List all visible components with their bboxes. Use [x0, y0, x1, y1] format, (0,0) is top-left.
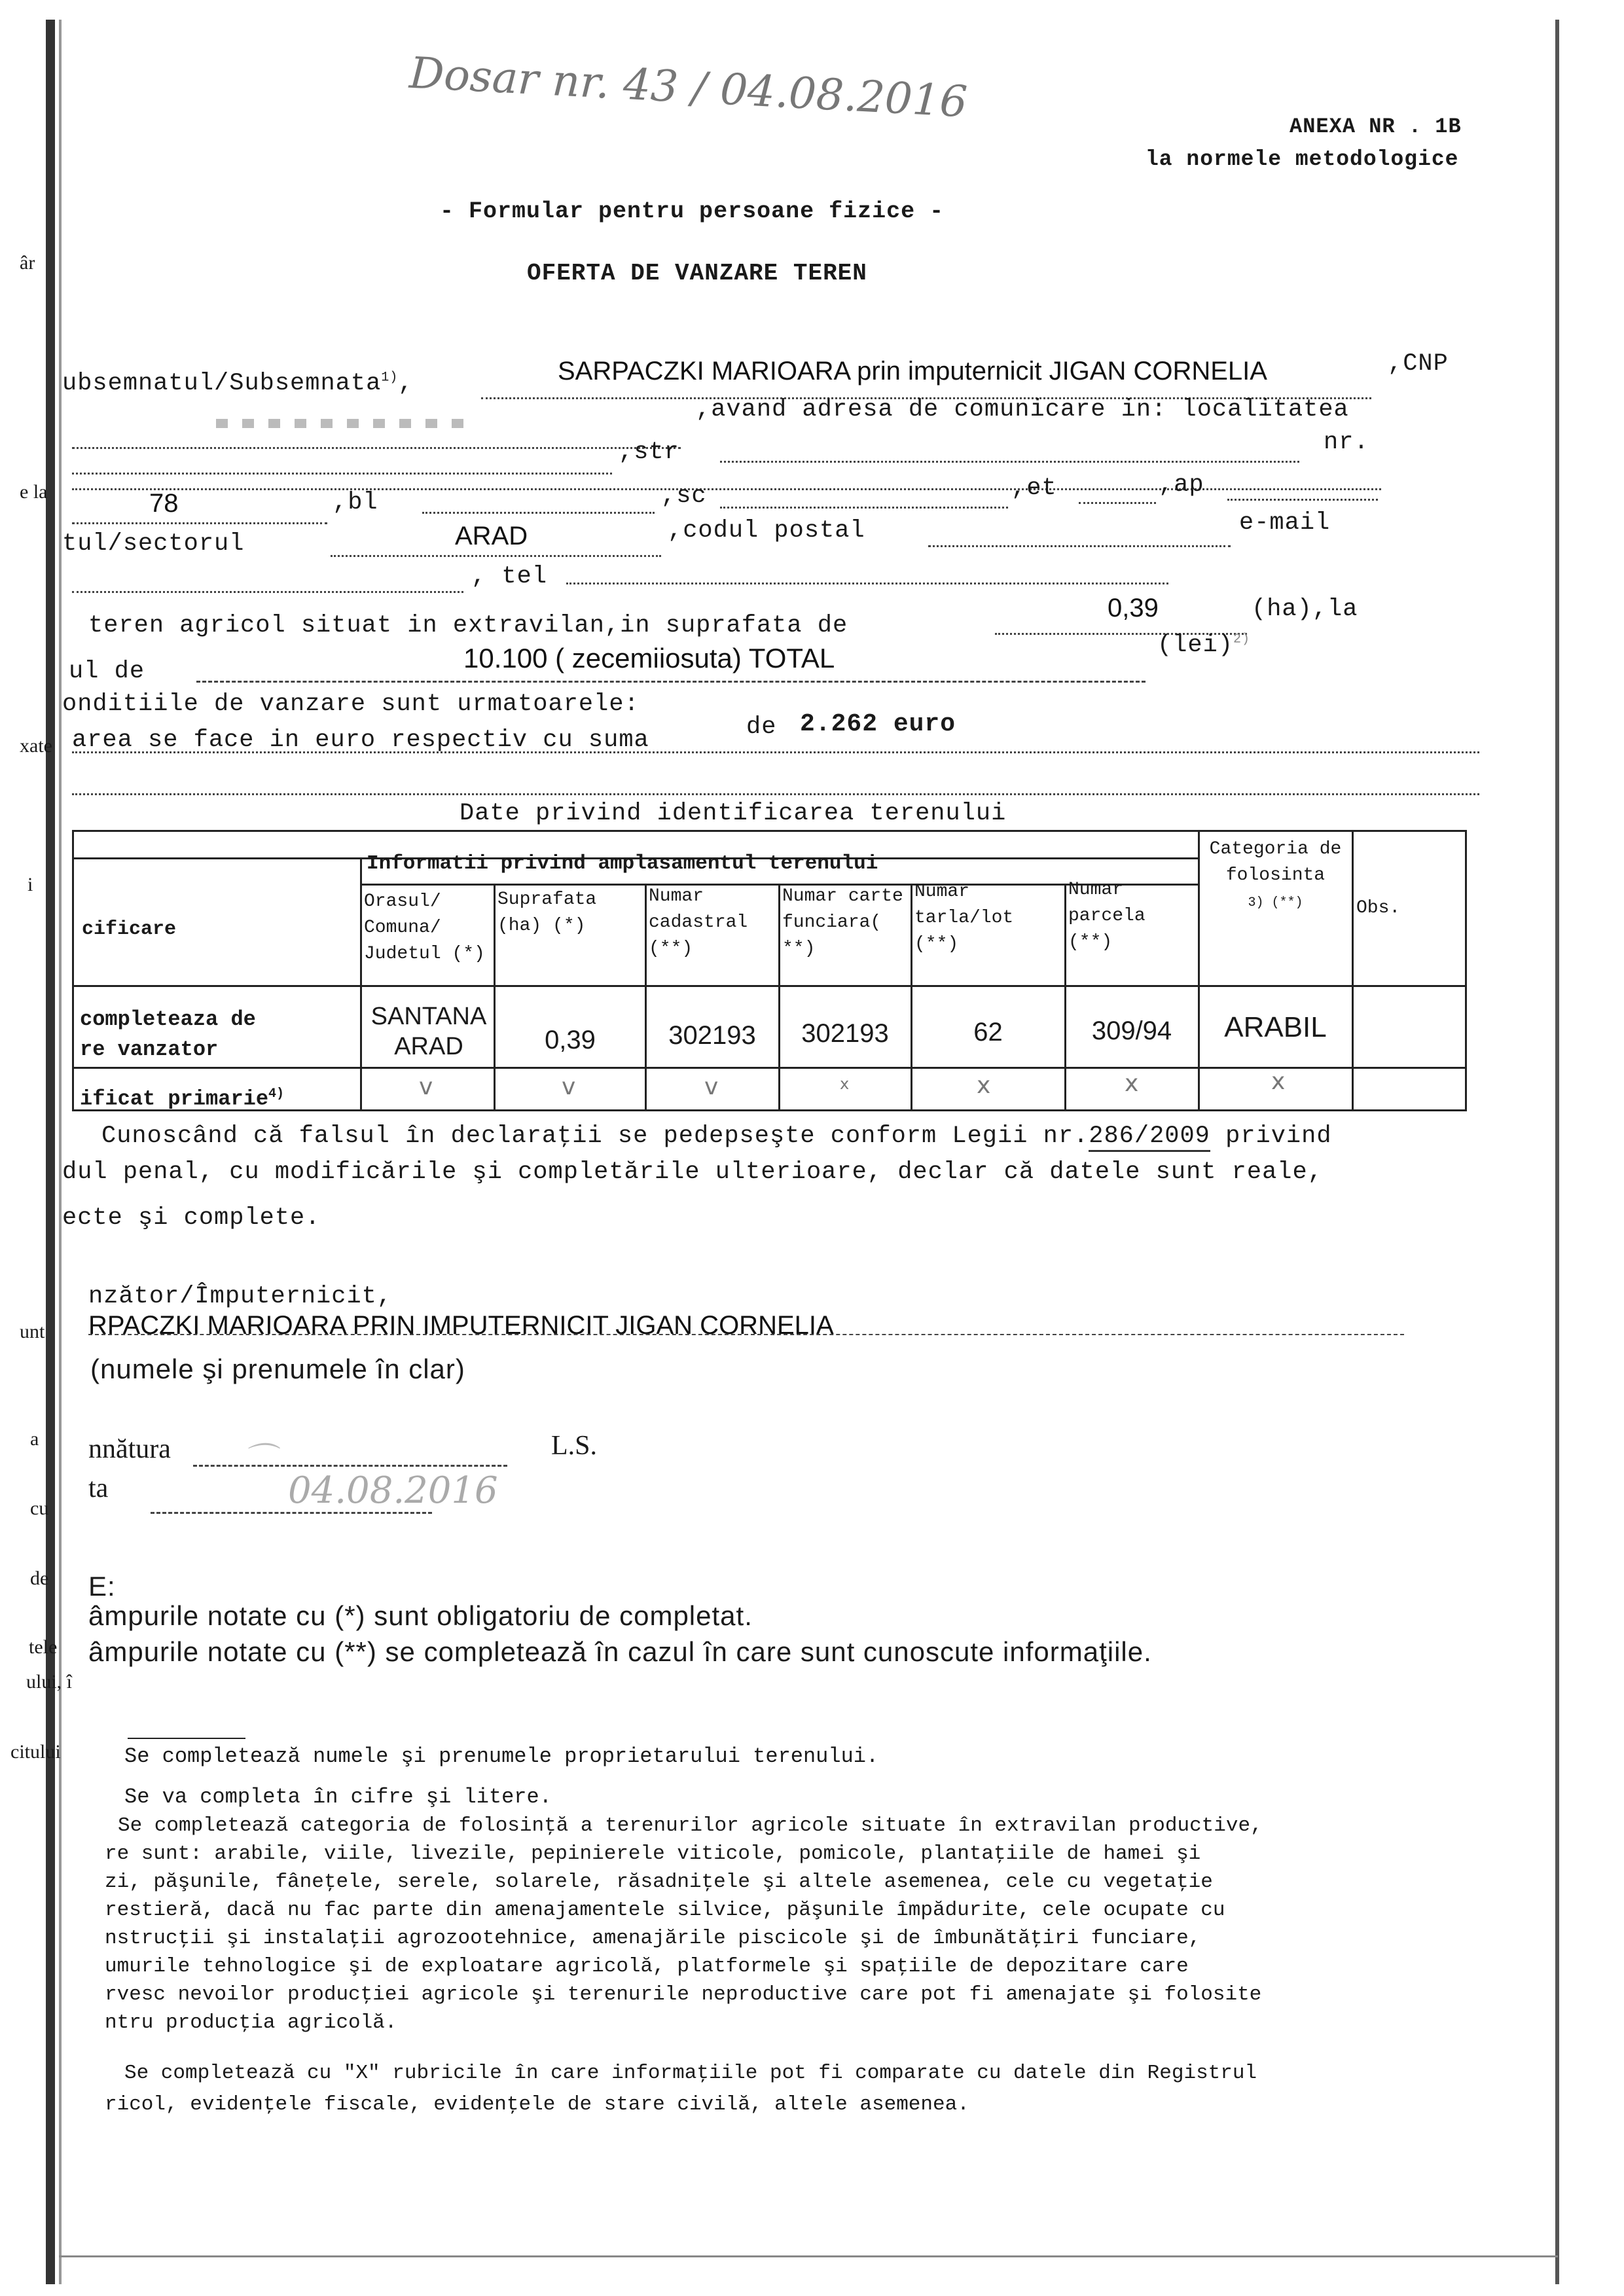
annex-title: ANEXA NR . 1B — [1290, 115, 1462, 139]
ls-label: L.S. — [551, 1431, 598, 1461]
col-line — [645, 884, 647, 1109]
signature-line — [193, 1465, 507, 1467]
seller-role-label: nzător/Împuternicit, — [88, 1283, 393, 1310]
col-header-land-book: Numar carte funciara( **) — [782, 886, 903, 959]
col-header-cadastral: Numar cadastral (**) — [649, 886, 748, 959]
footnote-3-line: zi, păşunile, fâneţele, serele, solarele, răsadniţele şi altele asemenea, cele cu vegetaţie — [105, 1871, 1213, 1893]
col-line — [1198, 831, 1200, 1109]
floor-label: ,et — [1011, 475, 1057, 502]
verify-mark: x — [1271, 1068, 1286, 1095]
annex-subtitle: la normele metodologice — [1146, 147, 1459, 171]
cell-cadastral: 302193 — [668, 1021, 756, 1050]
margin-fragment: tele — [29, 1636, 58, 1658]
col-line — [494, 884, 496, 1109]
col-line — [360, 857, 362, 1109]
date-line — [151, 1512, 432, 1514]
cnp-line — [72, 447, 681, 449]
handwritten-reference: Dosar nr. 43 / 04.08.2016 — [408, 47, 969, 128]
area-value: 0,39 — [1108, 594, 1159, 622]
margin-fragment: unt — [20, 1321, 45, 1342]
col-header-category: Categoria de folosinta 3) (**) — [1209, 839, 1342, 910]
postal-label: ,codul postal — [668, 517, 865, 545]
cell-land-book: 302193 — [801, 1019, 889, 1048]
col-line — [911, 884, 912, 1109]
margin-fragment: âr — [20, 252, 35, 274]
sector-label: tul/sectorul — [62, 530, 245, 558]
footnote-4-line: ricol, evidenţele fiscale, evidenţele de stare civilă, altele asemenea. — [105, 2093, 969, 2116]
scan-right-edge — [1555, 20, 1559, 2284]
scan-left-edge — [46, 20, 55, 2284]
number-label: nr. — [1324, 429, 1369, 456]
apartment-label: ,ap — [1159, 471, 1204, 499]
footnote-3-line: umurile tehnologice şi de exploatare agricolă, platformele şi spaţiile de depozitare care — [105, 1955, 1189, 1978]
cell-area: 0,39 — [545, 1026, 596, 1054]
price-label: ul de — [69, 658, 145, 685]
area-unit: (ha),la — [1252, 596, 1358, 623]
block-line — [422, 512, 655, 514]
footnote-1: Se completează numele şi prenumele proprietarului terenului. — [124, 1744, 879, 1768]
conditions-line-2 — [72, 793, 1479, 795]
col-line — [1352, 831, 1354, 1109]
footnote-3-line: ntru producţia agricolă. — [105, 2011, 397, 2034]
margin-fragment: a — [30, 1428, 39, 1450]
date-handwritten: 04.08.2016 — [288, 1469, 498, 1512]
notes-title: E: — [88, 1571, 116, 1602]
conditions-de: de — [746, 713, 777, 741]
verify-mark: x — [977, 1072, 991, 1099]
conditions-value: 2.262 euro — [800, 710, 956, 738]
col-line — [1064, 884, 1066, 1109]
col-header-tarla: Numar tarla/lot (**) — [914, 882, 1014, 954]
verify-mark: x — [840, 1075, 850, 1093]
verify-mark: v — [419, 1073, 433, 1100]
margin-fragment: i — [27, 874, 33, 895]
margin-fragment: de — [30, 1568, 49, 1589]
tel-line — [566, 583, 1168, 584]
scan-bottom-edge — [59, 2255, 1558, 2257]
col-header-obs: Obs. — [1356, 898, 1401, 918]
footnote-2: Se va completa în cifre şi litere. — [124, 1785, 552, 1809]
signature-scribble: ⌒ — [242, 1441, 275, 1479]
county-value: ARAD — [455, 522, 528, 550]
form-title: OFERTA DE VANZARE TEREN — [527, 260, 867, 287]
declaration-line-2: dul penal, cu modificările şi completările ulterioare, declar că datele sunt reale, — [62, 1158, 1323, 1186]
signature-label: nnătura — [88, 1434, 171, 1464]
verify-mark: v — [704, 1073, 719, 1100]
address-label: ,avand adresa de comunicare in: localitatea — [696, 396, 1349, 423]
area-label: teren agricol situat in extravilan,in suprafata de — [88, 612, 848, 639]
verify-mark: v — [562, 1073, 576, 1100]
row-verified-label: ificat primarie$^{4)}$ — [80, 1086, 285, 1111]
street-line — [720, 461, 1299, 463]
footnote-4-line: Se completează cu "X" rubricile în care informaţiile pot fi comparate cu datele din Registrul — [124, 2062, 1257, 2085]
block-label: ,bl — [333, 489, 378, 516]
tel-label: , tel — [471, 563, 548, 590]
owner-name: SARPACZKI MARIOARA prin imputernicit JIGAN CORNELIA — [558, 357, 1267, 386]
col-header-parcel: Numar parcela (**) — [1068, 880, 1146, 952]
margin-fragment: e la — [20, 481, 48, 503]
seller-name-line — [88, 1334, 1404, 1335]
footnote-3-line: Se completează categoria de folosinţă a terenurilor agricole situate în extravilan productive, — [118, 1814, 1263, 1837]
conditions-label: onditiile de vanzare sunt urmatoarele: — [62, 691, 640, 718]
county-line — [331, 555, 661, 557]
declaration-line-3: ecte şi complete. — [62, 1204, 321, 1232]
declaration-line-1: Cunoscând că falsul în declaraţii se pedepseşte conform Legii nr.286/2009 privind — [101, 1122, 1332, 1152]
floor-line — [1079, 502, 1156, 504]
col-header-area: Suprafata (ha) (*) — [497, 889, 597, 936]
cnp-redacted — [216, 419, 465, 428]
row-header-label: cificare — [82, 918, 177, 941]
footnote-separator — [128, 1738, 245, 1739]
cell-parcel: 309/94 — [1091, 1016, 1172, 1045]
margin-fragment: ului, î — [26, 1671, 73, 1693]
stair-label: ,sc — [661, 482, 707, 510]
email-line — [72, 591, 463, 593]
email-label: e-mail — [1239, 509, 1331, 537]
row-line — [72, 985, 1465, 987]
date-label: ta — [88, 1473, 109, 1503]
seller-name-hint: (numele şi prenumele în clar) — [90, 1354, 465, 1384]
price-line — [196, 681, 1146, 683]
group-header: Informatii privind amplasamentul terenului — [367, 852, 878, 875]
seller-name: RPACZKI MARIOARA PRIN IMPUTERNICIT JIGAN CORNELIA — [88, 1311, 834, 1340]
cell-locality: SANTANA ARAD — [370, 1003, 487, 1060]
locality-line — [72, 473, 612, 475]
cell-tarla: 62 — [973, 1018, 1003, 1047]
conditions-text: area se face in euro respectiv cu suma — [72, 726, 649, 754]
note-1: âmpurile notate cu (*) sunt obligatoriu de completat. — [88, 1600, 753, 1631]
note-2: âmpurile notate cu (**) se completează în cazul în care sunt cunoscute informaţiile. — [88, 1636, 1152, 1667]
verify-mark: x — [1125, 1070, 1139, 1097]
col-line — [778, 884, 780, 1109]
footnote-3-line: restieră, dacă nu fac parte din amenajamentele silvice, păşunile împădurite, cele ocupate cu — [105, 1899, 1225, 1922]
conditions-line — [72, 751, 1479, 753]
apartment-line — [1227, 499, 1378, 501]
cell-category: ARABIL — [1224, 1011, 1327, 1043]
footnote-3-line: re sunt: arabile, viile, livezile, pepinierele viticole, pomicole, plantaţiile de hamei şi — [105, 1842, 1201, 1865]
margin-fragment: xate — [20, 735, 52, 757]
form-subtitle: - Formular pentru persoane fizice - — [440, 198, 945, 224]
footnote-3-line: rvesc nevoilor producţiei agricole şi terenurile neproductive care pot fi amenajate şi folosite — [105, 1983, 1262, 2006]
scan-left-edge-shadow — [59, 20, 62, 2284]
number-line — [72, 522, 327, 524]
footnote-3-line: nstrucţii şi instalaţii agrozootehnice, amenajările piscicole şi de îmbunătăţiri funciare, — [105, 1927, 1201, 1950]
number-value: 78 — [149, 489, 179, 518]
cnp-label: ,CNP — [1388, 350, 1449, 378]
margin-fragment: cu — [30, 1498, 49, 1519]
row-seller-label: completeaza de re vanzator — [80, 1007, 256, 1062]
street-label: ,str — [619, 439, 679, 466]
postal-line — [928, 545, 1231, 547]
table-section-title: Date privind identificarea terenului — [460, 800, 1007, 827]
stair-line — [720, 507, 1008, 509]
row-line — [72, 1067, 1465, 1069]
col-header-locality: Orasul/ Comuna/ Judetul (*) — [364, 891, 485, 964]
margin-fragment: citului — [10, 1741, 61, 1763]
price-value: 10.100 ( zecemiiosuta) TOTAL — [463, 643, 835, 673]
price-unit: (lei)$^{2)}$ — [1157, 632, 1251, 659]
subsemnatul-label: ubsemnatul/Subsemnata$^{1)}$, — [62, 370, 414, 397]
